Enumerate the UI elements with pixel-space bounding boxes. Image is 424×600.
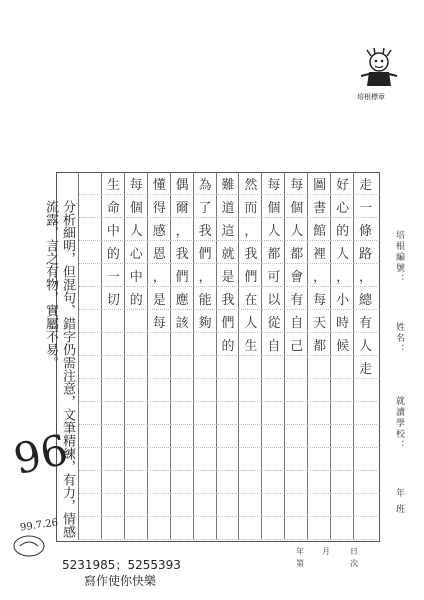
grid-cell	[239, 402, 262, 425]
grid-cell	[148, 517, 171, 540]
grid-cell	[102, 494, 125, 517]
grid-cell: 時	[331, 310, 354, 333]
grid-cell: 的	[331, 218, 354, 241]
grid-cell	[125, 310, 148, 333]
grid-cell: 的	[102, 241, 125, 264]
grid-cell	[79, 264, 102, 287]
grid-cell: 走	[354, 356, 377, 379]
grid-cell: 候	[331, 333, 354, 356]
grid-column	[216, 172, 239, 540]
grid-cell	[354, 494, 377, 517]
grid-column	[261, 172, 284, 540]
grid-cell	[194, 425, 217, 448]
grid-cell: 一	[354, 195, 377, 218]
footer-year: 年	[296, 547, 304, 556]
grid-cell	[262, 517, 285, 540]
name-label: 姓名：	[394, 322, 404, 355]
grid-cell: 好	[331, 172, 354, 195]
grid-cell: 每	[262, 172, 285, 195]
grid-cell: 就	[217, 241, 240, 264]
grid-cell	[331, 425, 354, 448]
grid-cell: 天	[308, 310, 331, 333]
grid-cell	[217, 379, 240, 402]
grid-cell	[354, 402, 377, 425]
grid-cell	[239, 425, 262, 448]
grid-column	[78, 172, 101, 540]
grid-cell	[354, 379, 377, 402]
grid-cell	[148, 402, 171, 425]
grid-cell: 爾	[171, 195, 194, 218]
grid-cell	[331, 517, 354, 540]
grid-cell: ，	[308, 264, 331, 287]
grid-cell	[308, 448, 331, 471]
grid-cell: 自	[262, 333, 285, 356]
grid-cell: 而	[239, 195, 262, 218]
grid-cell	[285, 402, 308, 425]
grid-cell	[102, 448, 125, 471]
grid-cell: 會	[285, 264, 308, 287]
grid-cell: 己	[285, 333, 308, 356]
grid-cell	[354, 471, 377, 494]
grid-cell: 路	[354, 241, 377, 264]
grid-cell	[79, 425, 102, 448]
grid-cell	[262, 448, 285, 471]
grid-cell	[331, 402, 354, 425]
grid-cell: 心	[125, 241, 148, 264]
grid-cell	[171, 425, 194, 448]
grid-cell: 自	[285, 310, 308, 333]
grid-cell	[262, 425, 285, 448]
grid-column	[193, 172, 216, 540]
grid-cell: 我	[171, 241, 194, 264]
grid-cell: 走	[354, 172, 377, 195]
grid-cell	[331, 494, 354, 517]
grid-cell	[148, 333, 171, 356]
grid-column	[330, 172, 353, 540]
grid-cell	[354, 517, 377, 540]
grid-cell: ，	[148, 264, 171, 287]
grid-cell: 個	[285, 195, 308, 218]
footer-day: 日	[350, 547, 358, 556]
grid-cell	[239, 494, 262, 517]
grid-cell: 感	[148, 218, 171, 241]
grid-cell: 的	[125, 287, 148, 310]
grid-cell	[285, 379, 308, 402]
grid-cell	[262, 402, 285, 425]
grid-cell	[79, 310, 102, 333]
grid-cell	[194, 517, 217, 540]
grid-cell	[171, 333, 194, 356]
grid-cell: 偶	[171, 172, 194, 195]
footer-page-prefix: 第	[296, 559, 304, 568]
grid-cell: 們	[171, 264, 194, 287]
grid-cell	[125, 448, 148, 471]
grid-cell	[194, 494, 217, 517]
grid-cell: 以	[262, 287, 285, 310]
grid-cell: 難	[217, 172, 240, 195]
grid-cell	[331, 448, 354, 471]
grid-cell	[354, 425, 377, 448]
grid-cell: 館	[308, 218, 331, 241]
grid-cell	[194, 402, 217, 425]
grid-column	[170, 172, 193, 540]
phone-numbers: 5231985；5255393	[62, 558, 181, 572]
grid-cell: 們	[217, 310, 240, 333]
grid-cell	[308, 471, 331, 494]
grid-cell	[331, 471, 354, 494]
grid-column	[238, 172, 261, 540]
grid-cell	[217, 517, 240, 540]
grid-cell: 條	[354, 218, 377, 241]
grading-date: 99.7.26	[19, 517, 59, 534]
grid-cell: 心	[331, 195, 354, 218]
grid-cell: 我	[217, 287, 240, 310]
grid-cell: 道	[217, 195, 240, 218]
grid-cell: 都	[285, 241, 308, 264]
grid-cell: ，	[331, 264, 354, 287]
grid-cell	[79, 494, 102, 517]
grid-cell	[79, 195, 102, 218]
grid-cell	[125, 494, 148, 517]
grid-cell: 人	[239, 310, 262, 333]
grid-cell	[102, 425, 125, 448]
grid-cell	[148, 471, 171, 494]
grid-cell	[308, 356, 331, 379]
grid-cell	[308, 379, 331, 402]
grid-cell	[79, 241, 102, 264]
grid-cell	[79, 333, 102, 356]
grid-cell	[331, 379, 354, 402]
grid-cell: 我	[239, 241, 262, 264]
grid-cell	[79, 471, 102, 494]
grid-cell	[285, 448, 308, 471]
grid-cell	[308, 425, 331, 448]
grid-cell	[148, 494, 171, 517]
grid-cell	[354, 448, 377, 471]
grid-cell	[331, 356, 354, 379]
grid-cell	[217, 494, 240, 517]
grid-cell: 小	[331, 287, 354, 310]
grid-cell	[102, 402, 125, 425]
grid-cell	[125, 402, 148, 425]
grid-cell	[262, 471, 285, 494]
grid-cell	[262, 356, 285, 379]
grid-cell	[125, 425, 148, 448]
grid-cell: 都	[308, 333, 331, 356]
grid-cell	[171, 494, 194, 517]
grid-cell	[171, 448, 194, 471]
grid-cell	[194, 448, 217, 471]
grid-cell	[102, 379, 125, 402]
grid-cell	[217, 402, 240, 425]
grid-cell	[217, 425, 240, 448]
grid-cell: 每	[148, 310, 171, 333]
grid-cell	[171, 379, 194, 402]
grid-cell	[217, 471, 240, 494]
grid-cell: 裡	[308, 241, 331, 264]
grid-cell: 有	[285, 287, 308, 310]
grid-cell: 得	[148, 195, 171, 218]
grid-cell: 總	[354, 287, 377, 310]
grid-cell	[125, 471, 148, 494]
bacon-mascot-icon	[357, 46, 401, 90]
grid-cell: 懂	[148, 172, 171, 195]
grid-cell: 可	[262, 264, 285, 287]
score: 96	[9, 424, 72, 485]
grid-column	[353, 172, 376, 540]
id-label: 培根編號：	[394, 230, 404, 285]
grid-cell	[148, 356, 171, 379]
grid-cell: 每	[285, 172, 308, 195]
grid-cell: 在	[239, 287, 262, 310]
grid-cell: 這	[217, 218, 240, 241]
grid-cell	[79, 448, 102, 471]
grid-cell	[285, 517, 308, 540]
grid-cell	[79, 379, 102, 402]
school-label: 就讀學校：	[394, 396, 404, 451]
grid-cell	[79, 402, 102, 425]
grid-cell	[285, 356, 308, 379]
grid-cell	[217, 448, 240, 471]
writing-grid	[78, 172, 376, 540]
grid-cell	[79, 287, 102, 310]
grid-cell	[125, 356, 148, 379]
grid-cell	[148, 448, 171, 471]
grid-column	[101, 172, 124, 540]
footer-month: 月	[322, 547, 330, 556]
grid-column	[147, 172, 170, 540]
grid-cell	[239, 471, 262, 494]
grid-column	[307, 172, 330, 540]
grid-cell: ，	[171, 218, 194, 241]
grid-cell: 個	[262, 195, 285, 218]
grid-cell: 然	[239, 172, 262, 195]
grid-cell: 一	[102, 264, 125, 287]
grid-cell	[239, 379, 262, 402]
grid-cell: 了	[194, 195, 217, 218]
grid-cell	[125, 333, 148, 356]
grid-cell	[308, 494, 331, 517]
grid-cell	[285, 494, 308, 517]
grid-cell: ，	[194, 264, 217, 287]
grid-cell	[194, 333, 217, 356]
teacher-stamp-icon	[12, 534, 46, 558]
grid-cell: 命	[102, 195, 125, 218]
grid-cell	[194, 356, 217, 379]
grid-cell	[194, 471, 217, 494]
grid-cell: 人	[262, 218, 285, 241]
grid-cell	[125, 517, 148, 540]
grid-cell: 每	[125, 172, 148, 195]
logo-caption: 培根標章	[357, 93, 385, 101]
grid-cell	[79, 172, 102, 195]
grid-cell	[171, 517, 194, 540]
grid-cell	[102, 310, 125, 333]
grid-cell: 是	[148, 287, 171, 310]
grid-column	[284, 172, 307, 540]
grid-column	[124, 172, 147, 540]
grid-cell: 為	[194, 172, 217, 195]
grid-cell: 人	[354, 333, 377, 356]
grid-cell	[102, 333, 125, 356]
grid-cell: 中	[125, 264, 148, 287]
grid-cell	[262, 379, 285, 402]
slogan: 寫作使你快樂	[84, 574, 157, 588]
grid-cell: 書	[308, 195, 331, 218]
grid-cell	[79, 517, 102, 540]
grade-class-label: 年 班	[394, 488, 404, 515]
grid-cell	[171, 356, 194, 379]
grid-cell: 圖	[308, 172, 331, 195]
grid-cell: 人	[285, 218, 308, 241]
grid-cell: 從	[262, 310, 285, 333]
grid-cell	[308, 517, 331, 540]
grid-cell: 恩	[148, 241, 171, 264]
footer-page-suffix: 次	[350, 559, 358, 568]
grid-cell: 都	[262, 241, 285, 264]
grid-cell: 有	[354, 310, 377, 333]
grid-cell: 生	[239, 333, 262, 356]
grid-cell	[102, 356, 125, 379]
grid-cell	[148, 425, 171, 448]
grid-cell: 夠	[194, 310, 217, 333]
grid-cell	[262, 494, 285, 517]
grid-cell	[285, 471, 308, 494]
grid-cell: 能	[194, 287, 217, 310]
grid-cell: 每	[308, 287, 331, 310]
grid-cell	[102, 471, 125, 494]
grid-cell: 是	[217, 264, 240, 287]
grid-cell: 生	[102, 172, 125, 195]
teacher-comment: 分析細明，但混句、錯字仍需注意，文筆精練，有力，情感流露，言之有物，實屬不易。	[43, 200, 75, 538]
grid-cell	[102, 517, 125, 540]
grid-cell	[171, 471, 194, 494]
grid-cell: 該	[171, 310, 194, 333]
grid-cell: 人	[331, 241, 354, 264]
grid-cell: 們	[239, 264, 262, 287]
grid-cell: 個	[125, 195, 148, 218]
grid-cell: ，	[239, 218, 262, 241]
grid-cell	[171, 402, 194, 425]
grid-cell: ，	[354, 264, 377, 287]
grid-cell	[79, 356, 102, 379]
grid-cell	[285, 425, 308, 448]
grid-cell	[148, 379, 171, 402]
grid-cell	[194, 379, 217, 402]
grid-cell	[308, 402, 331, 425]
grid-cell	[217, 356, 240, 379]
grid-cell	[125, 379, 148, 402]
grid-cell: 的	[217, 333, 240, 356]
grid-cell: 中	[102, 218, 125, 241]
grid-cell	[239, 448, 262, 471]
grid-cell: 切	[102, 287, 125, 310]
grid-cell	[239, 356, 262, 379]
grid-cell	[239, 517, 262, 540]
grid-cell: 們	[194, 241, 217, 264]
grid-cell: 我	[194, 218, 217, 241]
grid-cell: 應	[171, 287, 194, 310]
grid-cell	[79, 218, 102, 241]
grid-cell: 人	[125, 218, 148, 241]
